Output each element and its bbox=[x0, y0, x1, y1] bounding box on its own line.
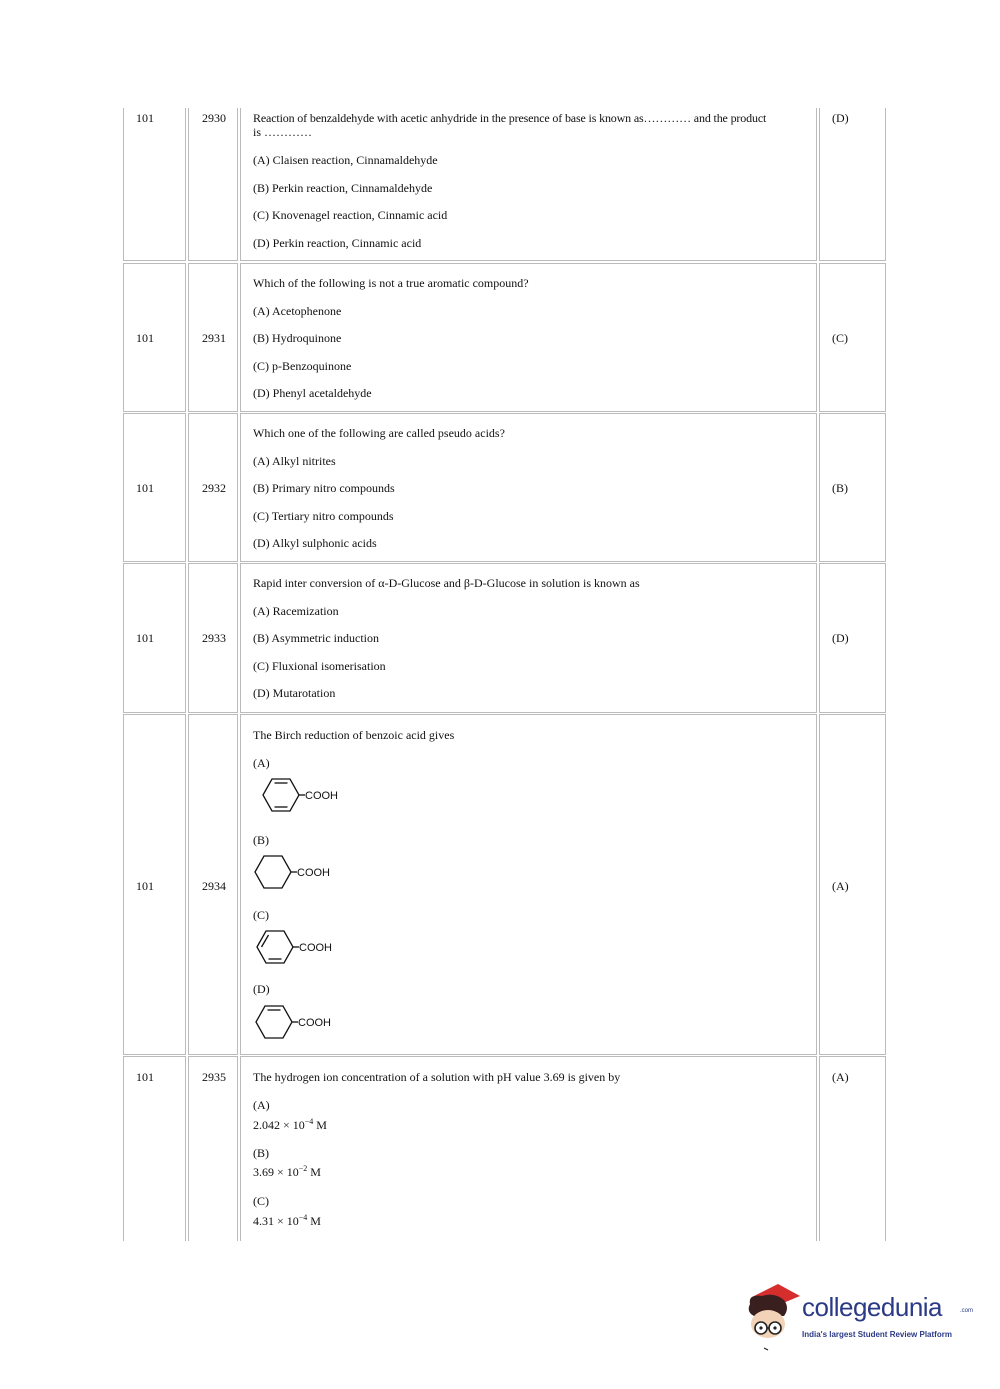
option-b: (B) Primary nitro compounds bbox=[253, 481, 395, 495]
question-text-cell bbox=[240, 714, 817, 1055]
question-number-cell bbox=[188, 1056, 238, 1241]
subject-code: 101 bbox=[136, 481, 154, 495]
question-number: 2932 bbox=[202, 481, 226, 495]
question-row-2935 bbox=[123, 1056, 886, 1241]
answer-key: (D) bbox=[832, 111, 849, 125]
subject-code-cell bbox=[123, 108, 186, 261]
question-number-cell bbox=[188, 108, 238, 261]
option-d: (D) Phenyl acetaldehyde bbox=[253, 386, 372, 400]
option-d: (D) Mutarotation bbox=[253, 686, 336, 700]
question-row-2930 bbox=[123, 108, 886, 261]
carboxyl-label: COOH bbox=[299, 942, 332, 954]
option-a-label: (A) bbox=[253, 1098, 270, 1112]
subject-code: 101 bbox=[136, 331, 154, 345]
question-text-cell bbox=[240, 263, 817, 412]
option-a: (A) bbox=[253, 756, 270, 770]
answer-cell bbox=[819, 263, 886, 412]
cyclohexadiene-carboxylic-acid-icon bbox=[253, 774, 353, 816]
question-number-cell bbox=[188, 413, 238, 562]
question-text: Reaction of benzaldehyde with acetic anhydride in the presence of base is known as………… and the product bbox=[253, 111, 767, 125]
subject-code: 101 bbox=[136, 111, 154, 125]
structure-d bbox=[253, 1001, 353, 1043]
option-d: (D) bbox=[253, 982, 270, 996]
answer-key: (D) bbox=[832, 631, 849, 645]
answer-cell bbox=[819, 108, 886, 261]
question-text-continued: is ………… bbox=[253, 125, 313, 139]
brand-tagline: India's largest Student Review Platform bbox=[802, 1330, 952, 1339]
option-b: (B) bbox=[253, 833, 269, 847]
question-text-cell bbox=[240, 108, 817, 261]
question-text-cell bbox=[240, 1056, 817, 1241]
answer-cell bbox=[819, 1056, 886, 1241]
structure-b bbox=[253, 851, 353, 893]
subject-code: 101 bbox=[136, 879, 154, 893]
answer-cell bbox=[819, 563, 886, 713]
question-text: Which one of the following are called pseudo acids? bbox=[253, 426, 505, 440]
option-c-value: $4.31 \times 10^{-4}$ M bbox=[253, 1213, 321, 1228]
answer-key: (B) bbox=[832, 481, 848, 495]
question-number: 2931 bbox=[202, 331, 226, 345]
collegedunia-logo[interactable] bbox=[740, 1282, 974, 1354]
option-a: (A) Racemization bbox=[253, 604, 339, 618]
option-d: (D) Perkin reaction, Cinnamic acid bbox=[253, 236, 422, 250]
question-number-cell bbox=[188, 563, 238, 713]
brand-suffix: .com bbox=[960, 1308, 974, 1314]
question-table bbox=[123, 108, 886, 1241]
option-a: (A) Alkyl nitrites bbox=[253, 454, 336, 468]
question-text-cell bbox=[240, 413, 817, 562]
question-text-cell bbox=[240, 563, 817, 713]
cyclohexadiene-isomer-icon bbox=[253, 926, 353, 968]
option-c: (C) Tertiary nitro compounds bbox=[253, 509, 394, 523]
option-b: (B) Asymmetric induction bbox=[253, 631, 379, 645]
option-c: (C) bbox=[253, 908, 269, 922]
subject-code: 101 bbox=[136, 1070, 154, 1084]
question-text: Rapid inter conversion of α-D-Glucose and β-D-Glucose in solution is known as bbox=[253, 576, 640, 590]
subject-code: 101 bbox=[136, 631, 154, 645]
question-number-cell bbox=[188, 714, 238, 1055]
option-c: (C) Knovenagel reaction, Cinnamic acid bbox=[253, 208, 448, 222]
carboxyl-label: COOH bbox=[305, 790, 338, 802]
answer-key: (A) bbox=[832, 879, 849, 893]
question-row-2931 bbox=[123, 263, 886, 412]
question-row-2932 bbox=[123, 413, 886, 562]
cyclohexene-carboxylic-acid-icon bbox=[253, 1001, 353, 1043]
carboxyl-label: COOH bbox=[297, 867, 330, 879]
structure-a bbox=[253, 774, 353, 816]
subject-code-cell bbox=[123, 263, 186, 412]
option-b-label: (B) bbox=[253, 1146, 269, 1160]
answer-cell bbox=[819, 714, 886, 1055]
question-text: The hydrogen ion concentration of a solution with pH value 3.69 is given by bbox=[253, 1070, 621, 1084]
subject-code-cell bbox=[123, 714, 186, 1055]
question-number-cell bbox=[188, 263, 238, 412]
option-b: (B) Perkin reaction, Cinnamaldehyde bbox=[253, 181, 433, 195]
question-row-2933 bbox=[123, 563, 886, 713]
answer-cell bbox=[819, 413, 886, 562]
option-c: (C) p-Benzoquinone bbox=[253, 359, 352, 373]
option-a-value: $2.042 \times 10^{-4}$ M bbox=[253, 1117, 327, 1132]
question-number: 2933 bbox=[202, 631, 226, 645]
option-a: (A) Claisen reaction, Cinnamaldehyde bbox=[253, 153, 438, 167]
option-c: (C) Fluxional isomerisation bbox=[253, 659, 386, 673]
mascot-icon bbox=[740, 1282, 800, 1354]
option-b-value: $3.69 \times 10^{-2}$ M bbox=[253, 1164, 321, 1179]
subject-code-cell bbox=[123, 413, 186, 562]
question-row-2934 bbox=[123, 714, 886, 1055]
question-text: Which of the following is not a true aromatic compound? bbox=[253, 276, 529, 290]
answer-key: (A) bbox=[832, 1070, 849, 1084]
question-number: 2935 bbox=[202, 1070, 226, 1084]
option-a: (A) Acetophenone bbox=[253, 304, 342, 318]
cyclohexane-carboxylic-acid-icon bbox=[253, 851, 353, 893]
answer-key: (C) bbox=[832, 331, 848, 345]
option-d: (D) Alkyl sulphonic acids bbox=[253, 536, 377, 550]
subject-code-cell bbox=[123, 563, 186, 713]
structure-c bbox=[253, 926, 353, 968]
subject-code-cell bbox=[123, 1056, 186, 1241]
option-c-label: (C) bbox=[253, 1194, 269, 1208]
option-b: (B) Hydroquinone bbox=[253, 331, 342, 345]
question-number: 2934 bbox=[202, 879, 226, 893]
question-text: The Birch reduction of benzoic acid gives bbox=[253, 728, 455, 742]
brand-name: collegedunia bbox=[802, 1292, 943, 1322]
carboxyl-label: COOH bbox=[298, 1017, 331, 1029]
question-number: 2930 bbox=[202, 111, 226, 125]
